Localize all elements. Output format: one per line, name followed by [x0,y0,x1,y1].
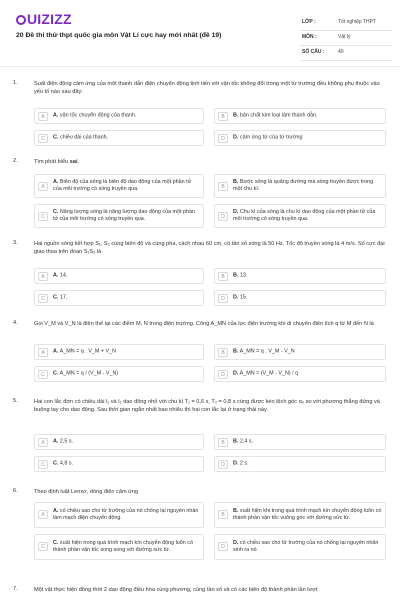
document-header [0,0,400,68]
header-divider [0,66,400,67]
option-a[interactable] [34,268,204,284]
option-a[interactable] [34,174,204,198]
option-letter: D [218,134,228,143]
option-text: A. A_MN = q . V_M + V_N [53,348,116,355]
option-letter: D [218,460,228,469]
logo-q-icon [16,15,26,25]
option-text: D. có chiều sao cho từ trường của nó chống lại nguyên nhân sinh ra nó [233,539,379,553]
option-text: C. chiều dài của thanh. [53,134,109,141]
option-text: D. Chu kì của sóng là chu kì dao động của một phần tử của môi trường có sóng truyền qua. [233,208,376,222]
option-letter: A [38,182,48,191]
meta-row-subject [300,31,392,46]
option-letter: A [38,438,48,447]
option-text: A. vận tốc chuyển động của thanh. [53,112,137,119]
option-text: C. 17. [53,294,68,301]
option-text: C. xuất hiện trong quá trình mạch kín chuyển động luôn có thành phần vận tốc song song với đường sức từ. [53,539,193,553]
option-b[interactable] [214,174,386,198]
option-d[interactable] [214,456,386,472]
option-c[interactable] [34,130,204,146]
option-letter: C [38,370,48,379]
option-b[interactable] [214,108,386,124]
logo-text: UIZIZZ [27,11,72,27]
option-d[interactable] [214,290,386,306]
option-letter: A [38,510,48,519]
option-b[interactable] [214,434,386,450]
option-a[interactable] [34,502,204,528]
meta-label: LỚP : [302,19,316,25]
option-letter: B [218,272,228,281]
quizizz-logo [16,11,72,27]
question-number: 4. [13,320,18,326]
option-letter: B [218,182,228,191]
question-number: 3. [13,240,18,246]
option-letter: D [218,370,228,379]
option-letter: B [218,438,228,447]
option-c[interactable] [34,456,204,472]
meta-value: 40 [338,49,344,55]
option-letter: B [218,510,228,519]
option-text: A. có chiều sao cho từ trường của nó chống lại nguyên nhân làm mạch điện chuyển động. [53,507,199,521]
option-text: A. Biên độ của sóng là biên độ dao động của một phần tử của môi trường có sóng truyền qua. [53,178,192,192]
option-text: B. Bước sóng là quãng đường mà sóng truyền được trong một chu kì. [233,178,374,192]
option-text: A. 14. [53,272,68,279]
option-d[interactable] [214,130,386,146]
document-title: 20 Đề thi thử thpt quốc gia môn Vật Lí cực hay mới nhất (đề 19) [16,32,222,39]
meta-table [300,16,392,61]
question-number: 2. [13,158,18,164]
option-letter: A [38,348,48,357]
option-a[interactable] [34,108,204,124]
option-text: C. Năng lượng sóng là năng lượng dao động của một phần tử của môi trường có sóng truyền qua. [53,208,195,222]
option-letter: B [218,348,228,357]
option-letter: D [218,294,228,303]
option-text: C. A_MN = q / (V_M - V_N) [53,370,119,377]
option-c[interactable] [34,534,204,560]
question-text: Suất điện động cảm ứng của một thanh dẫn điện chuyển động tịnh tiến với vận tốc không đổi trong một từ trường đều không phụ thuộc vào yếu tố nào sau đây: [34,81,380,96]
option-letter: A [38,272,48,281]
option-letter: C [38,212,48,221]
option-text: B. bản chất kim loại làm thanh dẫn. [233,112,318,119]
option-c[interactable] [34,204,204,228]
option-text: D. A_MN = (V_M - V_N) / q [233,370,299,377]
option-d[interactable] [214,204,386,228]
option-text: B. 13. [233,272,248,279]
option-letter: A [38,112,48,121]
question-text: Một vật thực hiện đồng thời 2 dao động điều hòa cùng phương, cùng tần số và có các biên độ thành phần lần lượt [34,587,318,593]
option-d[interactable] [214,366,386,382]
meta-label: SỐ CÂU : [302,49,325,55]
question-text: Hai nguồn sóng kết hợp S₁, S₂ cùng biên độ và cùng pha, cách nhau 60 cm, có tần số sóng là 50 Hz. Tốc độ truyền sóng là 4 m/s. Số cực đại giao thoa trên đoạn S₁S₂ là [34,241,385,256]
option-letter: B [218,112,228,121]
option-letter: C [38,134,48,143]
option-b[interactable] [214,502,386,528]
question-text: Gọi V_M và V_N là điện thế tại các điểm M, N trong điện trường. Công A_MN của lực điện trường khi di chuyển điện tích q từ M đến N là [34,321,374,327]
option-c[interactable] [34,366,204,382]
option-text: B. xuất hiện khi trong quá trình mạch kín chuyển động luôn có thành phần vận tốc vuông góc với đường sức từ. [233,507,382,521]
option-text: D. cảm ứng từ của từ trường [233,134,303,141]
question-number: 6. [13,488,18,494]
question-text: Hai con lắc đơn có chiều dài l₁ và l₂ dao động nhỏ với chu kì T₁ = 0,6 s, T₂ = 0,8 s cùng được kéo lệch góc α₀ so với phương thẳng đứng và buông tay cho dao động. Sau thời gian ngắn nhất bao nhiêu thì hai con lắc lại ở trạng thái này. [34,399,380,414]
meta-value: Vật lý [338,34,351,40]
question-number: 5. [13,398,18,404]
option-text: B. 2,4 s. [233,438,254,445]
question-number: 7. [13,586,18,592]
option-b[interactable] [214,268,386,284]
option-letter: C [38,542,48,551]
option-letter: C [38,294,48,303]
option-text: D. 15. [233,294,248,301]
option-letter: D [218,212,228,221]
meta-label: MÔN : [302,34,317,40]
question-number: 1. [13,80,18,86]
question-text: Tìm phát biểu sai. [34,159,80,165]
option-text: A. 2,5 s. [53,438,74,445]
option-text: C. 4,8 s. [53,460,74,467]
option-text: D. 2 s. [233,460,249,467]
option-letter: C [38,460,48,469]
option-c[interactable] [34,290,204,306]
option-b[interactable] [214,344,386,360]
meta-row-count [300,46,392,61]
question-text: Theo định luật Lenxơ, dòng điện cảm ứng [34,489,139,495]
option-a[interactable] [34,434,204,450]
option-text: B. A_MN = q . V_M - V_N [233,348,295,355]
meta-row-class [300,16,392,31]
option-letter: D [218,542,228,551]
meta-value: Tốt nghiệp THPT [338,19,376,25]
option-a[interactable] [34,344,204,360]
option-d[interactable] [214,534,386,560]
